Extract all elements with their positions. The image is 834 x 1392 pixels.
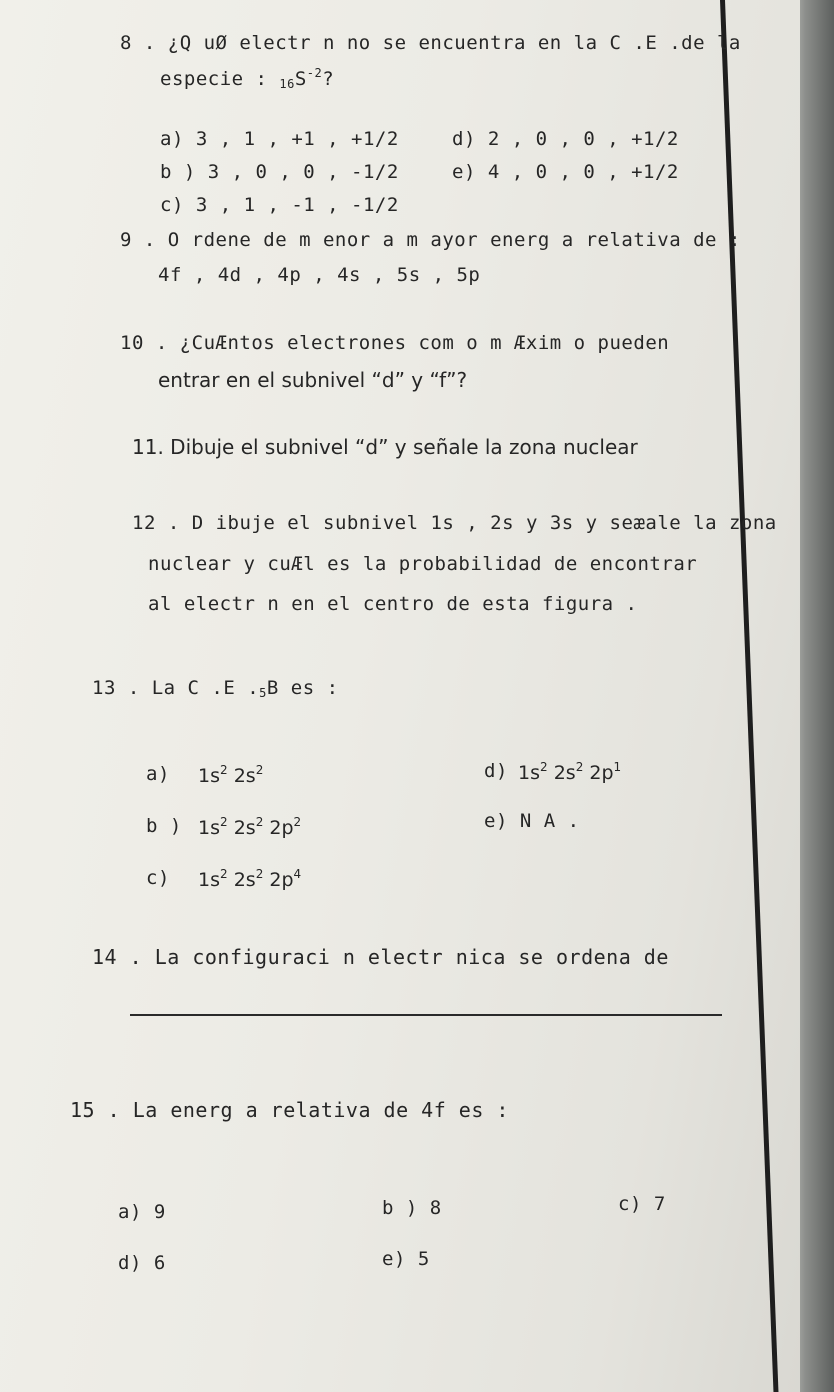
config-electron-count: 2	[220, 867, 228, 881]
question-10-line-1: 10 . ¿CuÆntos electrones com o m Æxim o pueden	[120, 332, 670, 354]
question-11-text: 11. Dibuje el subnivel “d” y señale la zona nuclear	[132, 435, 638, 459]
question-13-option-d-label: d)	[484, 760, 508, 782]
question-8-option-c: c) 3 , 1 , -1 , -1/2	[160, 194, 399, 216]
question-13-option-a-config	[198, 763, 263, 787]
question-10-line-2: entrar en el subnivel “d” y “f”?	[158, 368, 468, 392]
question-15-option-a: a) 9	[118, 1201, 166, 1223]
question-15-option-c: c) 7	[618, 1193, 666, 1215]
question-15-option-e: e) 5	[382, 1248, 430, 1270]
question-13-option-c-config	[198, 867, 301, 891]
question-13-option-a-label: a)	[146, 763, 170, 785]
question-8-option-e: e) 4 , 0 , 0 , +1/2	[452, 161, 679, 183]
config-electron-count: 2	[293, 815, 302, 829]
question-12-line-1: 12 . D ibuje el subnivel 1s , 2s y 3s y seæale la zona	[132, 512, 777, 534]
config-orbital: 2p	[589, 762, 614, 784]
question-8-species-symbol: S	[294, 68, 307, 90]
question-13-option-b-label: b )	[146, 815, 182, 837]
question-14-answer-line	[130, 1014, 722, 1016]
config-electron-count: 4	[293, 867, 302, 881]
question-13-subscript: 5	[259, 686, 267, 700]
config-orbital: 2s	[233, 817, 256, 839]
question-13-option-b-config	[198, 815, 301, 839]
question-8-option-a: a) 3 , 1 , +1 , +1/2	[160, 128, 399, 150]
question-8-species	[160, 66, 334, 91]
question-12-line-3: al electr n en el centro de esta figura .	[148, 593, 638, 615]
question-14-text: 14 . La configuraci n electr nica se ordena de	[92, 945, 669, 969]
question-8-species-charge: -2	[306, 66, 323, 80]
question-8-species-label: especie :	[160, 68, 280, 90]
question-15-option-b: b ) 8	[382, 1197, 442, 1219]
question-9-list: 4f , 4d , 4p , 4s , 5s , 5p	[158, 264, 481, 286]
question-12-line-2: nuclear y cuÆl es la probabilidad de encontrar	[148, 553, 698, 575]
question-13-text	[92, 677, 339, 700]
config-electron-count: 1	[613, 760, 622, 774]
config-electron-count: 2	[255, 763, 264, 777]
config-electron-count: 2	[540, 760, 548, 774]
config-orbital: 2p	[269, 869, 294, 891]
question-15-option-d: d) 6	[118, 1252, 166, 1274]
config-orbital: 1s	[198, 765, 220, 787]
config-orbital: 2s	[553, 762, 576, 784]
question-15-text: 15 . La energ a relativa de 4f es :	[70, 1098, 509, 1122]
question-8-text: 8 . ¿Q uØ electr n no se encuentra en la C .E .de la	[120, 32, 741, 54]
config-electron-count: 2	[220, 815, 228, 829]
margin-border-line	[720, 0, 778, 1392]
config-electron-count: 2	[575, 760, 584, 774]
config-electron-count: 2	[255, 867, 264, 881]
question-8-option-d: d) 2 , 0 , 0 , +1/2	[452, 128, 679, 150]
question-8-species-subscript: 16	[279, 77, 295, 91]
config-electron-count: 2	[255, 815, 264, 829]
question-13-label: 13 . La C .E .	[92, 677, 260, 699]
config-orbital: 1s	[198, 869, 220, 891]
question-13-option-e: e) N A .	[484, 810, 580, 832]
config-electron-count: 2	[220, 763, 228, 777]
question-13-option-c-label: c)	[146, 867, 170, 889]
config-orbital: 2p	[269, 817, 294, 839]
config-orbital: 2s	[233, 869, 256, 891]
question-9-text: 9 . O rdene de m enor a m ayor energ a relativa de :	[120, 229, 741, 251]
config-orbital: 1s	[198, 817, 220, 839]
question-13-option-d-config	[518, 760, 621, 784]
question-8-end: ?	[322, 68, 335, 90]
config-orbital: 2s	[233, 765, 256, 787]
question-13-tail: B es :	[266, 677, 339, 699]
config-orbital: 1s	[518, 762, 540, 784]
question-8-option-b: b ) 3 , 0 , 0 , -1/2	[160, 161, 399, 183]
